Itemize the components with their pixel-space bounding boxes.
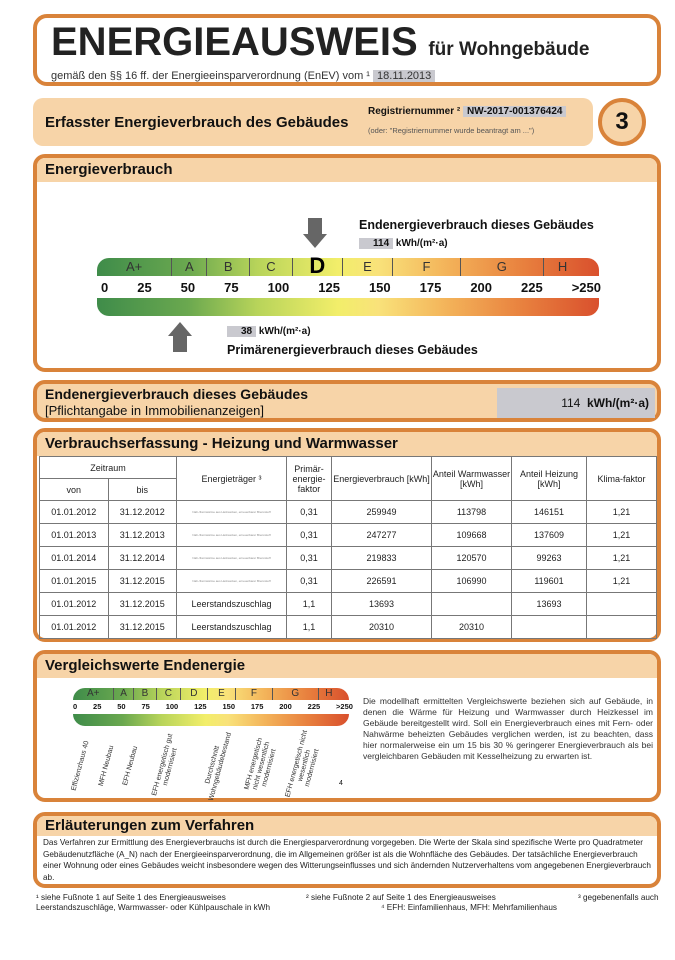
reference-label: EFH energetisch nicht wesentlich modernisiert <box>284 729 321 798</box>
reference-label: EFH Neubau <box>121 745 140 787</box>
energy-class-F: F <box>236 688 273 700</box>
table-cell: 31.12.2015 <box>108 593 177 616</box>
enev-date: 18.11.2013 <box>373 70 435 82</box>
energy-class-bar <box>97 253 599 278</box>
document-title <box>51 20 589 65</box>
end-energy-label: Endenergieverbrauch dieses Gebäudes <box>359 218 594 232</box>
footnote-3: ³ gegebenenfalls auch Leerstandszuschläge, Warmwasser- oder Kühlpauschale in kWh <box>36 893 659 912</box>
primary-arrow-head-icon <box>168 322 192 336</box>
scale-tick: 225 <box>307 702 321 711</box>
table-cell: 20310 <box>432 616 512 639</box>
table-cell: 31.12.2015 <box>108 616 177 639</box>
table-cell: 31.12.2015 <box>108 570 177 593</box>
reference-label: EFH energetisch gut modernisiert <box>151 733 179 797</box>
table-cell: 01.01.2013 <box>40 524 109 547</box>
energy-class-G: G <box>461 258 544 276</box>
scale-tick: 75 <box>224 280 239 295</box>
table-cell: 0,31 <box>287 547 332 570</box>
reference-label: MFH Neubau <box>97 744 116 787</box>
table-row <box>40 616 657 639</box>
title-main: ENERGIEAUSWEIS <box>51 20 418 64</box>
table-cell: 31.12.2012 <box>108 501 177 524</box>
end-energy-unit: kWh/(m²·a) <box>395 238 448 249</box>
end-box-unit: kWh/(m²·a) <box>587 396 649 410</box>
table-cell: 120570 <box>432 547 512 570</box>
footnotes <box>36 893 662 913</box>
energy-class-D: D <box>293 258 343 276</box>
scale-tick: 175 <box>250 702 264 711</box>
energy-class-H: H <box>325 688 333 699</box>
table-cell <box>432 593 512 616</box>
th-bis: bis <box>108 479 177 501</box>
table-cell: 137609 <box>512 524 587 547</box>
table-cell: 259949 <box>332 501 432 524</box>
comparison-ticks <box>73 702 353 711</box>
comparison-title: Vergleichswerte Endenergie <box>37 654 657 678</box>
primary-energy-bar <box>97 298 599 316</box>
reference-label: MFH energetisch nicht wesentlich modernisiert <box>243 737 278 791</box>
table-cell: 146151 <box>512 501 587 524</box>
explanation-text: Das Verfahren zur Ermittlung des Energieverbrauchs ist durch die Energiesparverordnung vorgegeben. Die Werte der Skala sind spezifische Werte pro Quadratmeter Gebäudenutzfläche (A_N) nach der Energieeinsparverordnung, die im Allgemeinen größer ist als die Wohnfläche des Gebäudes. Der tatsächliche Energieverbrauch einer Wohnung oder eines Gebäudes weicht insbesondere wegen des Witterungseinflusses und sich ändernden Nutzerverhaltens vom angegebenen Energieverbrauch ab. <box>43 838 651 882</box>
scale-tick: 125 <box>318 280 340 295</box>
reference-label: Durchschnitt Wohngebäudebestand <box>204 731 233 802</box>
table-cell: Nah-/Fernwärme aus Heizwerken, erneuerbarer Brennstoff <box>177 570 287 593</box>
energy-panel-title: Energieverbrauch <box>37 158 657 182</box>
consumption-table <box>39 456 657 639</box>
energy-class-A: A <box>114 688 133 700</box>
comparison-class-bar <box>73 688 349 700</box>
scale-tick: 25 <box>93 702 102 711</box>
primary-energy-label: Primärenergieverbrauch dieses Gebäudes <box>227 343 478 357</box>
scale-tick: 150 <box>368 280 391 295</box>
scale-tick: 75 <box>141 702 150 711</box>
primary-arrow-icon <box>173 336 187 352</box>
energy-class-Aplus: A+ <box>73 688 114 700</box>
energy-class-B: B <box>134 688 157 700</box>
explanation-title: Erläuterungen zum Verfahren <box>37 816 657 836</box>
table-cell: 01.01.2012 <box>40 616 109 639</box>
energy-class-E: E <box>208 688 236 700</box>
th-heizung: Anteil Heizung [kWh] <box>512 457 587 501</box>
scale-ticks <box>101 280 601 295</box>
scale-tick: 175 <box>419 280 442 295</box>
scale-tick: 50 <box>180 280 196 295</box>
energy-class-Aplus: A+ <box>97 258 172 276</box>
energy-class-D: D <box>181 688 209 700</box>
table-cell: 31.12.2014 <box>108 547 177 570</box>
header-box <box>33 14 661 86</box>
scale-tick: 25 <box>137 280 152 295</box>
table-cell: 20310 <box>332 616 432 639</box>
table-row <box>40 593 657 616</box>
energy-class-C: C <box>157 688 180 700</box>
reg-note: (oder: "Registriernummer wurde beantragt am ...") <box>368 126 535 135</box>
primary-energy-unit: kWh/(m²·a) <box>258 326 311 337</box>
primary-energy-value: 38 <box>227 326 256 337</box>
table-cell: 31.12.2013 <box>108 524 177 547</box>
table-cell: 1,21 <box>587 570 657 593</box>
table-cell: 106990 <box>432 570 512 593</box>
energy-class-G: G <box>273 688 319 700</box>
table-cell: Leerstandszuschlag <box>177 593 287 616</box>
comparison-panel <box>33 650 661 802</box>
scale-tick: 0 <box>101 280 109 295</box>
table-cell: 01.01.2014 <box>40 547 109 570</box>
table-cell: 0,31 <box>287 524 332 547</box>
table-cell: Nah-/Fernwärme aus Heizwerken, erneuerbarer Brennstoff <box>177 524 287 547</box>
table-cell: 0,31 <box>287 501 332 524</box>
table-cell <box>512 616 587 639</box>
scale-tick: 150 <box>222 702 235 711</box>
table-cell: Nah-/Fernwärme aus Heizwerken, erneuerbarer Brennstoff <box>177 501 287 524</box>
scale-tick: 125 <box>194 702 207 711</box>
th-warmwasser: Anteil Warmwasser [kWh] <box>432 457 512 501</box>
end-arrow-icon <box>308 218 322 234</box>
table-cell: 1,21 <box>587 524 657 547</box>
table-cell: 01.01.2012 <box>40 501 109 524</box>
th-zeitraum: Zeitraum <box>40 457 177 479</box>
scale-tick: >250 <box>571 280 601 295</box>
energy-class-F: F <box>393 258 461 276</box>
page-number-badge: 3 <box>598 98 646 146</box>
footnote-2: ² siehe Fußnote 2 auf Seite 1 des Energieausweises <box>306 893 496 902</box>
table-cell: 119601 <box>512 570 587 593</box>
scale-tick: 100 <box>267 280 290 295</box>
end-energy-box <box>33 380 661 422</box>
table-cell: 219833 <box>332 547 432 570</box>
table-cell: 13693 <box>332 593 432 616</box>
energy-class-C: C <box>250 258 293 276</box>
table-cell: 113798 <box>432 501 512 524</box>
reg-number: NW-2017-001376424 <box>463 106 566 117</box>
table-row <box>40 524 657 547</box>
scale-tick: 200 <box>470 280 493 295</box>
th-klimafaktor: Klima-faktor <box>587 457 657 501</box>
table-cell: 13693 <box>512 593 587 616</box>
end-energy-value: 114 <box>359 238 393 249</box>
table-cell: Leerstandszuschlag <box>177 616 287 639</box>
end-box-title: Endenergieverbrauch dieses Gebäudes <box>45 386 308 402</box>
consumption-title: Verbrauchserfassung - Heizung und Warmwasser <box>37 432 657 456</box>
scale-tick: 50 <box>117 702 126 711</box>
energy-class-A: A <box>172 258 207 276</box>
reference-label: Effizienzhaus 40 <box>70 740 91 792</box>
table-cell: 1,21 <box>587 501 657 524</box>
scale-tick: 225 <box>521 280 543 295</box>
section-title: Erfasster Energieverbrauch des Gebäudes <box>45 114 349 131</box>
scale-tick: >250 <box>336 702 353 711</box>
table-cell: 1,1 <box>287 616 332 639</box>
subtitle-text: gemäß den §§ 16 ff. der Energieeinsparverordnung (EnEV) vom ¹ <box>51 70 370 82</box>
table-cell: 99263 <box>512 547 587 570</box>
table-cell: 226591 <box>332 570 432 593</box>
table-cell <box>587 616 657 639</box>
th-energietraeger: Energieträger ³ <box>177 457 287 501</box>
footnote-1: ¹ siehe Fußnote 1 auf Seite 1 des Energieausweises <box>36 893 226 902</box>
table-cell: 01.01.2012 <box>40 593 109 616</box>
th-primaerenergiefaktor: Primär-energie-faktor <box>287 457 332 501</box>
end-box-subtitle: [Pflichtangabe in Immobilienanzeigen] <box>45 403 264 418</box>
scale-tick: 200 <box>279 702 292 711</box>
table-cell: 0,31 <box>287 570 332 593</box>
end-box-value: 114 <box>561 396 581 410</box>
scale-tick: 0 <box>73 702 78 711</box>
table-cell: 1,1 <box>287 593 332 616</box>
th-von: von <box>40 479 109 501</box>
energy-class-E: E <box>343 258 393 276</box>
energy-class-B: B <box>207 258 250 276</box>
energy-class-H: H <box>557 259 568 274</box>
energy-panel <box>33 154 661 372</box>
comparison-gradient-bar <box>73 714 349 726</box>
table-row <box>40 547 657 570</box>
comparison-text: Die modellhaft ermittelten Vergleichswerte beziehen sich auf Gebäude, in denen die Wärme für Heizung und Warmwasser durch Heizkessel im Gebäude bereitgestellt wird. Soll ein Energieverbrauch eines mit Fern- oder Nahwärme beheizten Gebäudes verglichen werden, ist zu beachten, dass hier normalerweise ein um 15 bis 30 % geringerer Energieverbrauch als bei vergleichbaren Gebäuden mit Kesselheizung zu erwarten ist. <box>363 696 653 761</box>
subtitle <box>51 70 435 82</box>
table-cell: 109668 <box>432 524 512 547</box>
end-arrow-head-icon <box>303 234 327 248</box>
title-suffix: für Wohngebäude <box>428 39 590 60</box>
table-cell <box>587 593 657 616</box>
section-header <box>33 98 593 146</box>
table-cell: 247277 <box>332 524 432 547</box>
footnote-4: ⁴ EFH: Einfamilienhaus, MFH: Mehrfamilienhaus <box>381 903 557 912</box>
scale-tick: 100 <box>165 702 179 711</box>
explanation-panel <box>33 812 661 888</box>
footnote-mark: 4 <box>339 780 343 787</box>
table-row <box>40 501 657 524</box>
reg-label: Registriernummer ² <box>368 106 461 117</box>
table-cell: 1,21 <box>587 547 657 570</box>
table-cell: 01.01.2015 <box>40 570 109 593</box>
th-energieverbrauch: Energieverbrauch [kWh] <box>332 457 432 501</box>
table-row <box>40 570 657 593</box>
table-cell: Nah-/Fernwärme aus Heizwerken, erneuerbarer Brennstoff <box>177 547 287 570</box>
consumption-panel <box>33 428 661 642</box>
